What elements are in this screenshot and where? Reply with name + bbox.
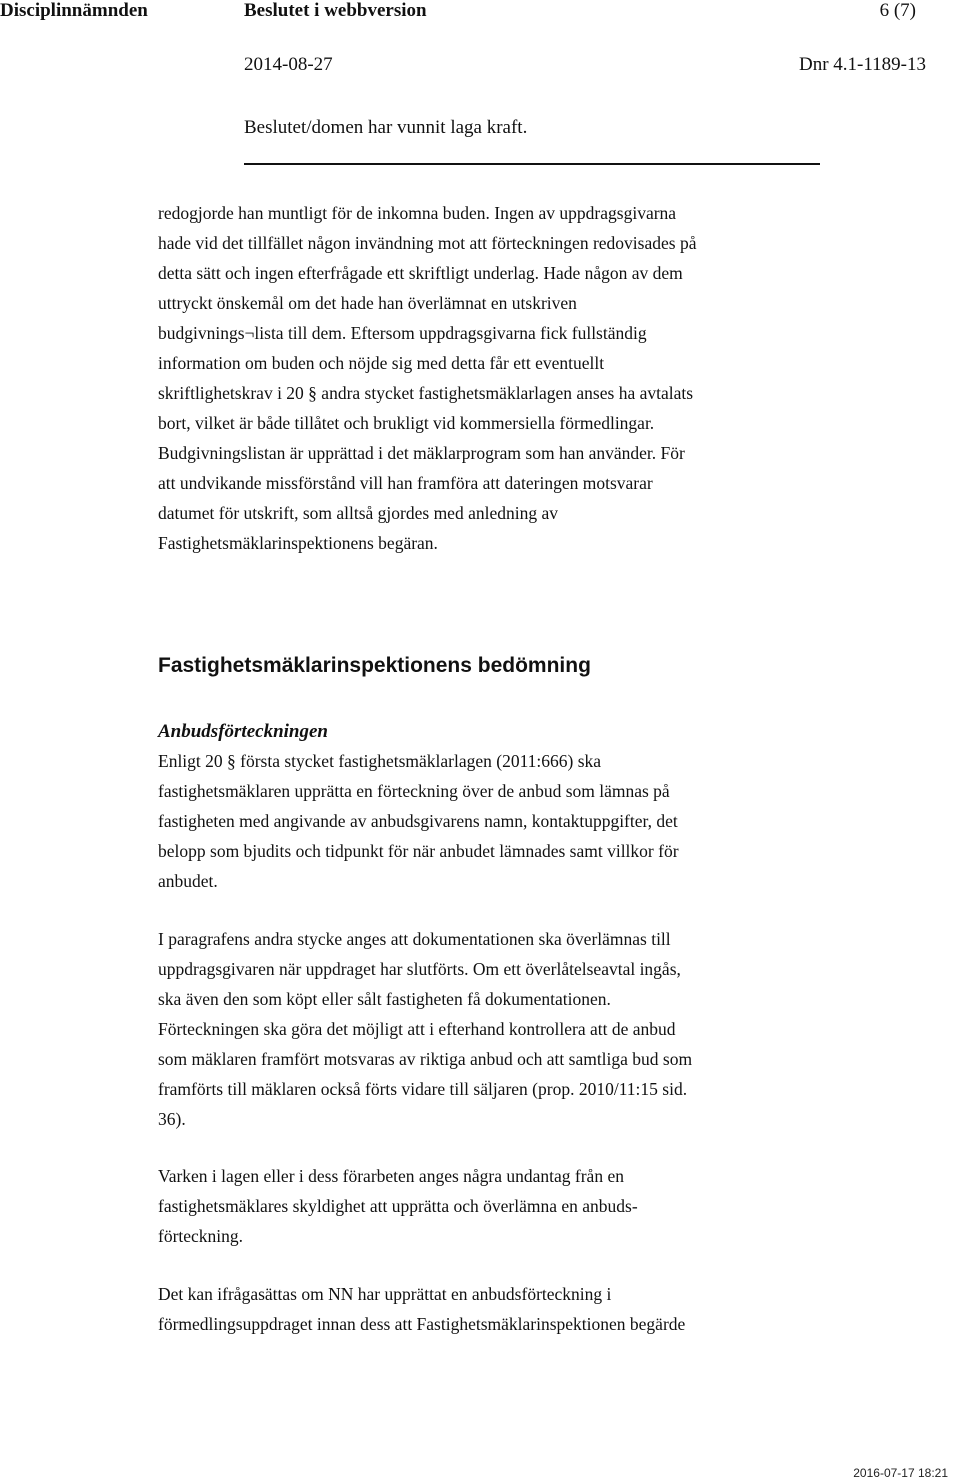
case-number: Dnr 4.1-1189-13 (799, 54, 926, 75)
text-line: 36). (158, 1109, 186, 1129)
text-line: som mäklaren framfört motsvaras av riktiga anbud och att samtliga bud som (158, 1049, 693, 1069)
text-line: Varken i lagen eller i dess förarbeten anges några undantag från en (158, 1166, 624, 1186)
document-type: Beslutet i webbversion (244, 0, 427, 21)
text-line: hade vid det tillfället någon invändning mot att förteckningen redovisades på (158, 233, 697, 253)
text-line: budgivnings¬lista till dem. Eftersom uppdragsgivarna fick fullständig (158, 323, 647, 343)
text-line: Budgivningslistan är upprättad i det mäklarprogram som han använder. För (158, 443, 685, 463)
text-line: skriftlighetskrav i 20 § andra stycket fastighetsmäklarlagen anses ha avtalats (158, 383, 694, 403)
page-number: 6 (7) (879, 0, 916, 21)
text-line: fastighetsmäklaren upprätta en förteckning över de anbud som lämnas på (158, 781, 670, 801)
text-line: förmedlingsuppdraget innan dess att Fastighetsmäklarinspektionen begärde (158, 1314, 686, 1334)
text-line: bort, vilket är både tillåtet och brukligt vid kommersiella förmedlingar. (158, 413, 655, 433)
text-line: Förteckningen ska göra det möjligt att i efterhand kontrollera att de anbud (158, 1019, 676, 1039)
text-line: uttryckt önskemål om det hade han överlämnat en utskriven (158, 293, 577, 313)
subsection-heading: Anbudsförteckningen (158, 721, 328, 742)
text-line: I paragrafens andra stycke anges att dokumentationen ska överlämnas till (158, 929, 671, 949)
paragraph-questioning (158, 1279, 788, 1339)
text-line: information om buden och nöjde sig med detta får ett eventuellt (158, 353, 605, 373)
text-line: Fastighetsmäklarinspektionens begäran. (158, 533, 438, 553)
text-line: förteckning. (158, 1226, 244, 1246)
section-heading: Fastighetsmäklarinspektionens bedömning (158, 654, 591, 677)
final-decision-note: Beslutet/domen har vunnit laga kraft. (244, 117, 528, 138)
decision-date: 2014-08-27 (244, 54, 333, 75)
organization-name: Disciplinnämnden (0, 0, 148, 21)
paragraph-no-exceptions (158, 1161, 788, 1251)
text-line: framförts till mäklaren också förts vidare till säljaren (prop. 2010/11:15 sid. (158, 1079, 688, 1099)
text-line: ska även den som köpt eller sålt fastigheten få dokumentationen. (158, 989, 611, 1009)
text-line: Enligt 20 § första stycket fastighetsmäklarlagen (2011:666) ska (158, 751, 602, 771)
text-line: belopp som bjudits och tidpunkt för när anbudet lämnades samt villkor för (158, 841, 679, 861)
text-line: anbudet. (158, 871, 218, 891)
paragraph-statement (158, 198, 788, 558)
paragraph-documentation (158, 924, 788, 1134)
paragraph-law-requirement (158, 746, 788, 896)
text-line: fastighetsmäklares skyldighet att upprätta och överlämna en anbuds- (158, 1196, 638, 1216)
text-line: uppdragsgivaren när uppdraget har slutförts. Om ett överlåtelseavtal ingås, (158, 959, 681, 979)
text-line: fastigheten med angivande av anbudsgivarens namn, kontaktuppgifter, det (158, 811, 678, 831)
text-line: att undvikande missförstånd vill han framföra att dateringen motsvarar (158, 473, 653, 493)
text-line: datumet för utskrift, som alltså gjordes med anledning av (158, 503, 558, 523)
text-line: detta sätt och ingen efterfrågade ett skriftligt underlag. Hade någon av dem (158, 263, 683, 283)
text-line: Det kan ifrågasättas om NN har upprättat en anbudsförteckning i (158, 1284, 612, 1304)
text-line: redogjorde han muntligt för de inkomna buden. Ingen av uppdragsgivarna (158, 203, 677, 223)
header-divider (244, 163, 820, 165)
footer-timestamp: 2016-07-17 18:21 (853, 1466, 948, 1480)
